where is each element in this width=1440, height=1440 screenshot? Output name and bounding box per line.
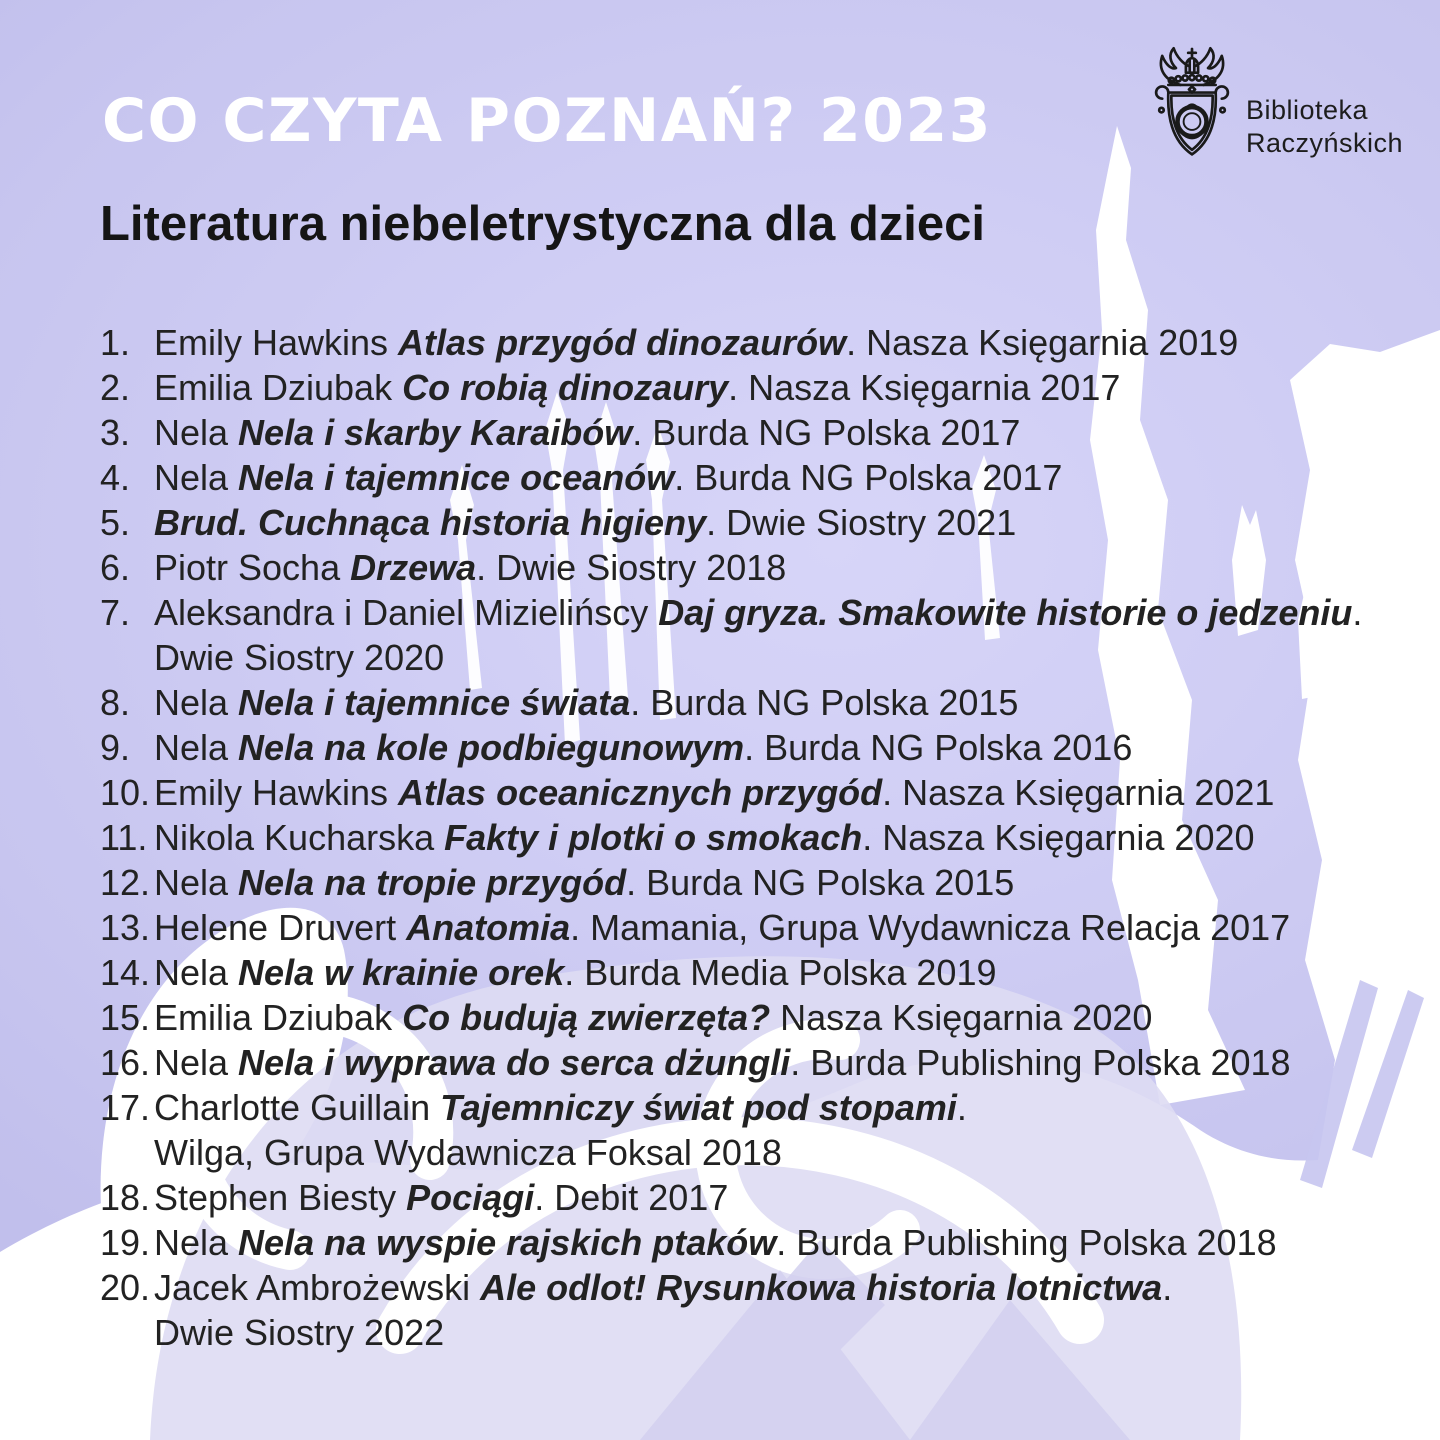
item-number: 15. <box>100 997 151 1038</box>
book-meta: . Debit 2017 <box>534 1177 729 1218</box>
coat-of-arms-icon <box>1150 38 1234 170</box>
item-number: 12. <box>100 862 151 903</box>
list-item <box>100 1265 1370 1355</box>
list-item <box>100 410 1370 455</box>
item-line <box>154 950 1370 995</box>
item-line <box>154 995 1370 1040</box>
book-title: Ale odlot! Rysunkowa historia lotnictwa <box>480 1267 1163 1308</box>
item-line <box>154 1220 1370 1265</box>
book-title: Co robią dinozaury <box>402 367 729 408</box>
item-number: 3. <box>100 412 131 453</box>
book-meta: Nela <box>154 457 239 498</box>
list-item <box>100 590 1370 680</box>
item-line <box>154 680 1370 725</box>
item-number: 8. <box>100 682 131 723</box>
item-text <box>154 410 1370 455</box>
item-line <box>154 1265 1370 1310</box>
book-meta: Piotr Socha <box>154 547 351 588</box>
item-text <box>154 995 1370 1040</box>
item-text <box>154 905 1370 950</box>
book-meta: . Burda Media Polska 2019 <box>564 952 997 993</box>
book-meta: . Mamania, Grupa Wydawnicza Relacja 2017 <box>570 907 1291 948</box>
item-text <box>154 455 1370 500</box>
list-item <box>100 365 1370 410</box>
book-meta: Wilga, Grupa Wydawnicza Foksal 2018 <box>154 1132 782 1173</box>
book-title: Nela i skarby Karaibów <box>238 412 633 453</box>
item-line <box>154 860 1370 905</box>
item-number: 18. <box>100 1177 151 1218</box>
item-text <box>154 1175 1370 1220</box>
item-line <box>154 1085 1370 1130</box>
book-title: Anatomia <box>406 907 571 948</box>
item-line <box>154 455 1370 500</box>
item-number: 17. <box>100 1087 151 1128</box>
book-meta: . Burda Publishing Polska 2018 <box>790 1042 1291 1083</box>
book-title: Pociągi <box>406 1177 535 1218</box>
book-meta: Nela <box>154 682 239 723</box>
list-item <box>100 680 1370 725</box>
book-meta: . <box>956 1087 967 1128</box>
book-title: Tajemniczy świat pod stopami <box>440 1087 957 1128</box>
book-meta: Nela <box>154 727 239 768</box>
book-meta: Nela <box>154 862 239 903</box>
book-meta: Dwie Siostry 2022 <box>154 1312 445 1353</box>
book-meta: Emilia Dziubak <box>154 367 403 408</box>
logo-text-line2: Raczyńskich <box>1246 128 1404 158</box>
book-meta: . Dwie Siostry 2021 <box>706 502 1017 543</box>
item-number: 19. <box>100 1222 151 1263</box>
book-title: Fakty i plotki o smokach <box>444 817 863 858</box>
item-number: 16. <box>100 1042 151 1083</box>
item-text <box>154 770 1370 815</box>
book-title: Co budują zwierzęta? <box>402 997 771 1038</box>
book-meta: . Burda NG Polska 2017 <box>674 457 1063 498</box>
page-title: CO CZYTA POZNAŃ? 2023 <box>102 86 993 156</box>
book-meta: Charlotte Guillain <box>154 1087 441 1128</box>
book-title: Nela na wyspie rajskich ptaków <box>238 1222 777 1263</box>
item-text <box>154 1265 1370 1355</box>
book-meta: Emily Hawkins <box>154 322 399 363</box>
list-item <box>100 500 1370 545</box>
book-meta: Helene Druvert <box>154 907 407 948</box>
book-meta: . <box>1352 592 1363 633</box>
book-meta: Nela <box>154 1042 239 1083</box>
item-line <box>154 410 1370 455</box>
book-meta: . Burda NG Polska 2017 <box>632 412 1021 453</box>
book-list <box>100 320 1370 1355</box>
list-item <box>100 545 1370 590</box>
book-meta: . Burda NG Polska 2015 <box>626 862 1015 903</box>
item-number: 13. <box>100 907 151 948</box>
item-line <box>154 365 1370 410</box>
item-number: 2. <box>100 367 131 408</box>
book-title: Nela na tropie przygód <box>238 862 627 903</box>
list-item <box>100 815 1370 860</box>
item-text <box>154 1040 1370 1085</box>
item-line <box>154 1175 1370 1220</box>
book-title: Nela w krainie orek <box>238 952 565 993</box>
list-item <box>100 455 1370 500</box>
item-text <box>154 500 1370 545</box>
item-text <box>154 365 1370 410</box>
book-meta: Nela <box>154 1222 239 1263</box>
book-title: Atlas przygód dinozaurów <box>398 322 847 363</box>
item-number: 14. <box>100 952 151 993</box>
book-meta: Jacek Ambrożewski <box>154 1267 481 1308</box>
book-meta: Nela <box>154 952 239 993</box>
book-title: Nela na kole podbiegunowym <box>238 727 745 768</box>
book-title: Brud. Cuchnąca historia higieny <box>154 502 707 543</box>
list-item <box>100 905 1370 950</box>
list-item <box>100 950 1370 995</box>
item-text <box>154 545 1370 590</box>
item-number: 7. <box>100 592 131 633</box>
list-item <box>100 995 1370 1040</box>
item-number: 11. <box>100 817 148 858</box>
list-item <box>100 770 1370 815</box>
book-title: Daj gryza. Smakowite historie o jedzeniu <box>658 592 1353 633</box>
item-line <box>154 905 1370 950</box>
book-title: Atlas oceanicznych przygód <box>398 772 883 813</box>
list-item <box>100 1220 1370 1265</box>
book-meta: Dwie Siostry 2020 <box>154 637 445 678</box>
item-number: 20. <box>100 1267 151 1308</box>
list-heading: Literatura niebeletrystyczna dla dzieci <box>100 197 986 251</box>
logo-text-line1: Biblioteka <box>1246 95 1369 125</box>
item-line <box>154 545 1370 590</box>
list-item <box>100 725 1370 770</box>
item-text <box>154 815 1370 860</box>
logo <box>1150 38 1410 178</box>
item-line <box>154 1130 1370 1175</box>
book-meta: . Dwie Siostry 2018 <box>476 547 787 588</box>
item-text <box>154 950 1370 995</box>
item-line <box>154 770 1370 815</box>
item-number: 10. <box>100 772 151 813</box>
item-line <box>154 590 1370 635</box>
book-meta: Emilia Dziubak <box>154 997 403 1038</box>
list-item <box>100 1040 1370 1085</box>
item-text <box>154 320 1370 365</box>
book-meta: . Nasza Księgarnia 2020 <box>862 817 1255 858</box>
book-meta: . Burda NG Polska 2015 <box>630 682 1019 723</box>
book-meta: Nela <box>154 412 239 453</box>
book-meta: . Nasza Księgarnia 2019 <box>846 322 1239 363</box>
list-item <box>100 1175 1370 1220</box>
book-meta: Emily Hawkins <box>154 772 399 813</box>
book-title: Nela i wyprawa do serca dżungli <box>238 1042 791 1083</box>
book-meta: Nasza Księgarnia 2020 <box>770 997 1153 1038</box>
item-line <box>154 320 1370 365</box>
item-line <box>154 1040 1370 1085</box>
book-meta: Stephen Biesty <box>154 1177 407 1218</box>
book-meta: Aleksandra i Daniel Mizielińscy <box>154 592 659 633</box>
logo-text <box>1246 94 1403 160</box>
list-item <box>100 860 1370 905</box>
item-line <box>154 500 1370 545</box>
book-meta: . Burda Publishing Polska 2018 <box>776 1222 1277 1263</box>
item-number: 6. <box>100 547 131 588</box>
item-line <box>154 815 1370 860</box>
book-title: Nela i tajemnice świata <box>238 682 631 723</box>
item-text <box>154 1220 1370 1265</box>
list-item <box>100 1085 1370 1175</box>
item-line <box>154 1310 1370 1355</box>
item-text <box>154 590 1370 680</box>
item-number: 5. <box>100 502 131 543</box>
item-line <box>154 725 1370 770</box>
item-number: 9. <box>100 727 131 768</box>
book-title: Nela i tajemnice oceanów <box>238 457 675 498</box>
item-text <box>154 1085 1370 1175</box>
book-title: Drzewa <box>350 547 477 588</box>
item-text <box>154 860 1370 905</box>
item-text <box>154 680 1370 725</box>
book-meta: . Nasza Księgarnia 2017 <box>728 367 1121 408</box>
book-meta: . Burda NG Polska 2016 <box>744 727 1133 768</box>
item-number: 4. <box>100 457 131 498</box>
list-item <box>100 320 1370 365</box>
book-meta: . Nasza Księgarnia 2021 <box>882 772 1275 813</box>
book-meta: Nikola Kucharska <box>154 817 445 858</box>
item-number: 1. <box>100 322 131 363</box>
book-meta: . <box>1162 1267 1173 1308</box>
item-line <box>154 635 1370 680</box>
item-text <box>154 725 1370 770</box>
